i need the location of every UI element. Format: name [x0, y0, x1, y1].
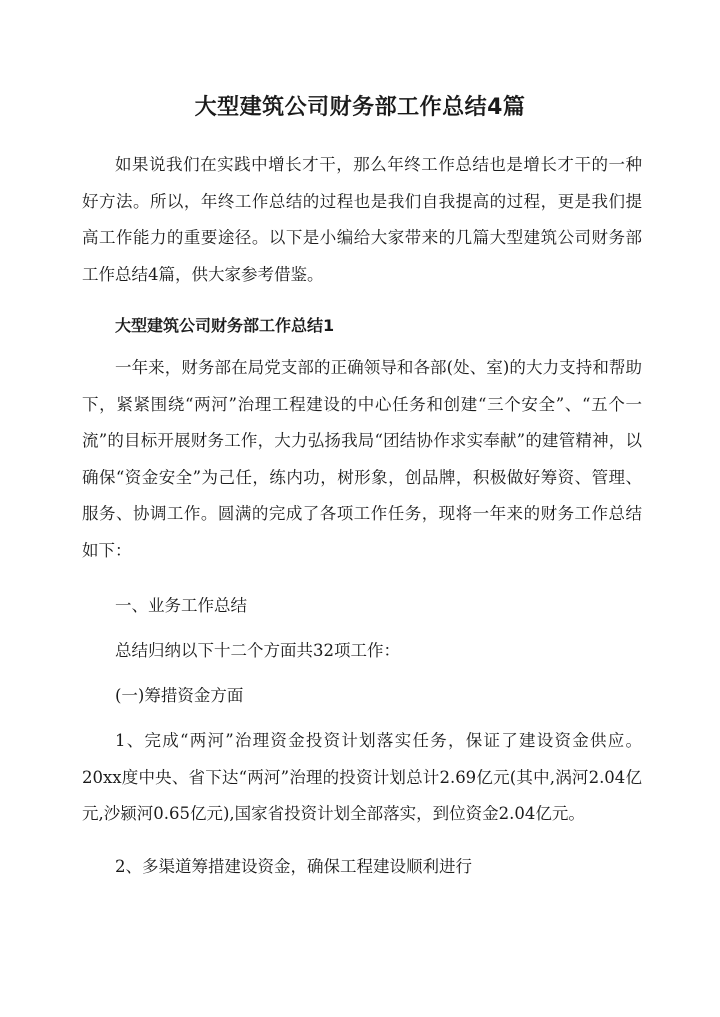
- item-1-paragraph: 1、完成“两河”治理资金投资计划落实任务，保证了建设资金供应。20xx度中央、省下达“两河”治理的投资计划总计2.69亿元(其中,涡河2.04亿元,沙颍河0.65亿元),国家省投资计划全部落实，到位资金2.04亿元。: [82, 731, 642, 823]
- item-2-line: 2、多渠道筹措建设资金，确保工程建设顺利进行: [115, 857, 472, 876]
- document-title: 大型建筑公司财务部工作总结4篇: [194, 95, 526, 120]
- section-paragraph: 一年来，财务部在局党支部的正确领导和各部(处、室)的大力支持和帮助下，紧紧围绕“两河”治理工程建设的中心任务和创建“三个安全”、“五个一流”的目标开展财务工作，大力弘扬我局“团结协作求实奉献”的建管精神，以确保“资金安全”为己任，练内功，树形象，创品牌，积极做好筹资、管理、服务、协调工作。圆满的完成了各项工作任务，现将一年来的财务工作总结如下：: [82, 358, 642, 560]
- intro-paragraph: 如果说我们在实践中增长才干，那么年终工作总结也是增长才干的一种好方法。所以，年终工作总结的过程也是我们自我提高的过程，更是我们提高工作能力的重要途径。以下是小编给大家带来的几篇大型建筑公司财务部工作总结4篇，供大家参考借鉴。: [82, 155, 642, 284]
- summary-line: 总结归纳以下十二个方面共32项工作：: [115, 641, 400, 660]
- section-heading: 大型建筑公司财务部工作总结1: [115, 316, 335, 335]
- subheading-business-summary: 一、业务工作总结: [115, 596, 247, 615]
- subheading-fundraising: (一)筹措资金方面: [115, 686, 244, 705]
